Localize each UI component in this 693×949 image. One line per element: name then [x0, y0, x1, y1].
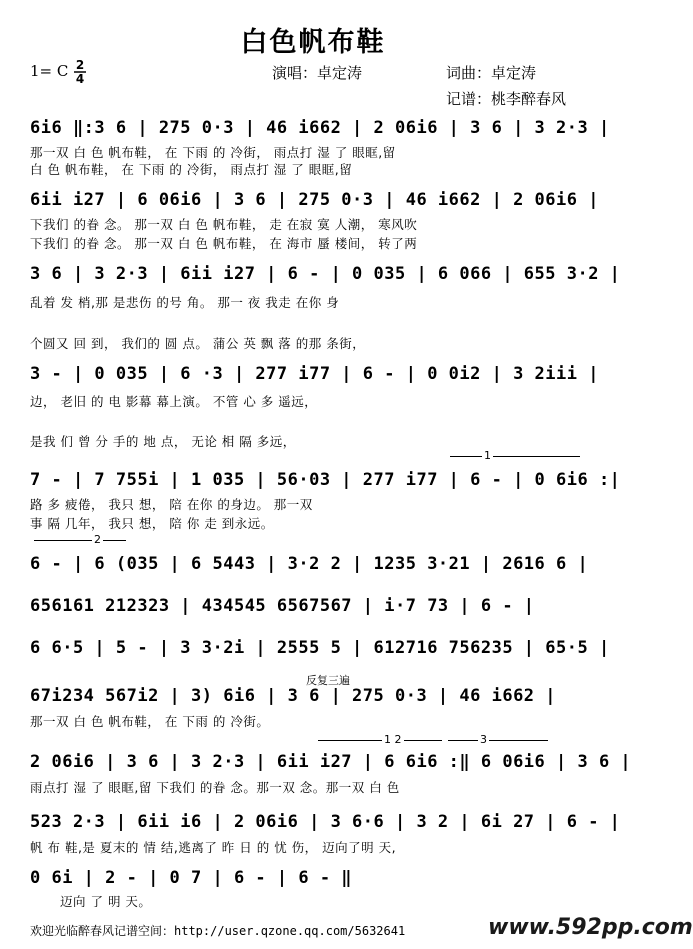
singer-credit: 演唱：卓定涛	[272, 64, 363, 82]
notation-line-11: 523 2·3 | 6ii i6 | 2 06i6 | 3 6·6 | 3 2 | 6i 27 | 6 - |	[30, 812, 621, 832]
lyric-line-2b: 下我们 的眷 念。 那一双 白 色 帆布鞋， 在 海市 蜃 楼间， 转了两	[30, 236, 418, 251]
key-signature: 1= C	[30, 62, 69, 80]
lyric-line-1a: 那一双 白 色 帆布鞋， 在 下雨 的 冷街， 雨点打 湿 了 眼眶,留	[30, 145, 396, 160]
lyric-line-5b: 事 隔 几年， 我只 想， 陪 你 走 到永远。	[30, 516, 274, 531]
repeat-instruction: 反复三遍	[306, 674, 350, 687]
notation-line-7: 656161 212323 | 434545 6567567 | i·7 73 | 6 - |	[30, 596, 535, 616]
volta-3-label: 3	[480, 733, 487, 746]
lyric-line-4a: 边， 老旧 的 电 影幕 幕上演。 不管 心 多 遥远，	[30, 394, 318, 409]
notation-line-2: 6ii i27 | 6 06i6 | 3 6 | 275 0·3 | 46 i662 | 2 06i6 |	[30, 190, 599, 210]
footer-link-text[interactable]: 欢迎光临醉春风记谱空间：http://user.qzone.qq.com/5632641	[30, 924, 406, 938]
transcriber-credit: 记谱：桃李醉春风	[446, 90, 567, 108]
lyric-line-1b: 白 色 帆布鞋， 在 下雨 的 冷街， 雨点打 湿 了 眼眶,留	[30, 162, 353, 177]
volta-1-bracket	[450, 456, 580, 457]
time-signature	[73, 58, 87, 84]
site-logo[interactable]: www.592pp.com	[488, 915, 693, 940]
lyric-line-9: 那一双 白 色 帆布鞋， 在 下雨 的 冷街。	[30, 714, 270, 729]
notation-line-4: 3 - | 0 035 | 6 ·3 | 277 i77 | 6 - | 0 0i2 | 3 2iii |	[30, 364, 599, 384]
time-signature-top: 2	[75, 58, 85, 72]
volta-2-label: 2	[94, 533, 101, 546]
lyric-line-5a: 路 多 疲倦， 我只 想， 陪 在你 的身边。 那一双	[30, 497, 313, 512]
notation-line-1: 6i6 ‖:3 6 | 275 0·3 | 46 i662 | 2 06i6 | 3 6 | 3 2·3 |	[30, 118, 610, 138]
lyric-line-2a: 下我们 的眷 念。 那一双 白 色 帆布鞋， 走 在寂 寞 人潮， 寒风吹	[30, 217, 418, 232]
volta-2-bracket	[34, 540, 126, 541]
volta-12-bracket	[318, 740, 442, 741]
notation-line-3: 3 6 | 3 2·3 | 6ii i27 | 6 - | 0 035 | 6 066 | 655 3·2 |	[30, 264, 621, 284]
notation-line-9: 67i234 567i2 | 3) 6i6 | 3 6 | 275 0·3 | 46 i662 |	[30, 686, 557, 706]
notation-line-10: 2 06i6 | 3 6 | 3 2·3 | 6ii i27 | 6 6i6 :‖ 6 06i6 | 3 6 |	[30, 752, 632, 772]
lyric-line-4b: 是我 们 曾 分 手的 地 点， 无论 相 隔 多远，	[30, 434, 296, 449]
time-signature-bottom: 4	[75, 72, 85, 86]
lyric-line-3b: 个圆又 回 到， 我们的 圆 点。 蒲公 英 飘 落 的那 条街，	[30, 336, 366, 351]
notation-line-8: 6 6·5 | 5 - | 3 3·2i | 2555 5 | 612716 756235 | 65·5 |	[30, 638, 610, 658]
lyric-line-12: 迈向 了 明 天。	[60, 894, 152, 909]
song-title: 白色帆布鞋	[240, 27, 386, 58]
volta-12-label: 1 2	[384, 733, 402, 746]
composer-credit: 词曲：卓定涛	[446, 64, 537, 82]
lyric-line-11: 帆 布 鞋,是 夏末的 情 结,逃离了 昨 日 的 忧 伤， 迈向了明 天,	[30, 840, 397, 855]
lyric-line-10: 雨点打 湿 了 眼眶,留 下我们 的眷 念。那一双 念。那一双 白 色	[30, 780, 400, 795]
lyric-line-3a: 乱着 发 梢,那 是悲伤 的号 角。 那一 夜 我走 在你 身	[30, 295, 340, 310]
notation-line-5: 7 - | 7 755i | 1 035 | 56·03 | 277 i77 | 6 - | 0 6i6 :|	[30, 470, 621, 490]
volta-1-label: 1	[484, 449, 491, 462]
volta-3-bracket	[448, 740, 548, 741]
notation-line-12: 0 6i | 2 - | 0 7 | 6 - | 6 - ‖	[30, 868, 353, 888]
notation-line-6: 6 - | 6 (035 | 6 5443 | 3·2 2 | 1235 3·21 | 2616 6 |	[30, 554, 589, 574]
